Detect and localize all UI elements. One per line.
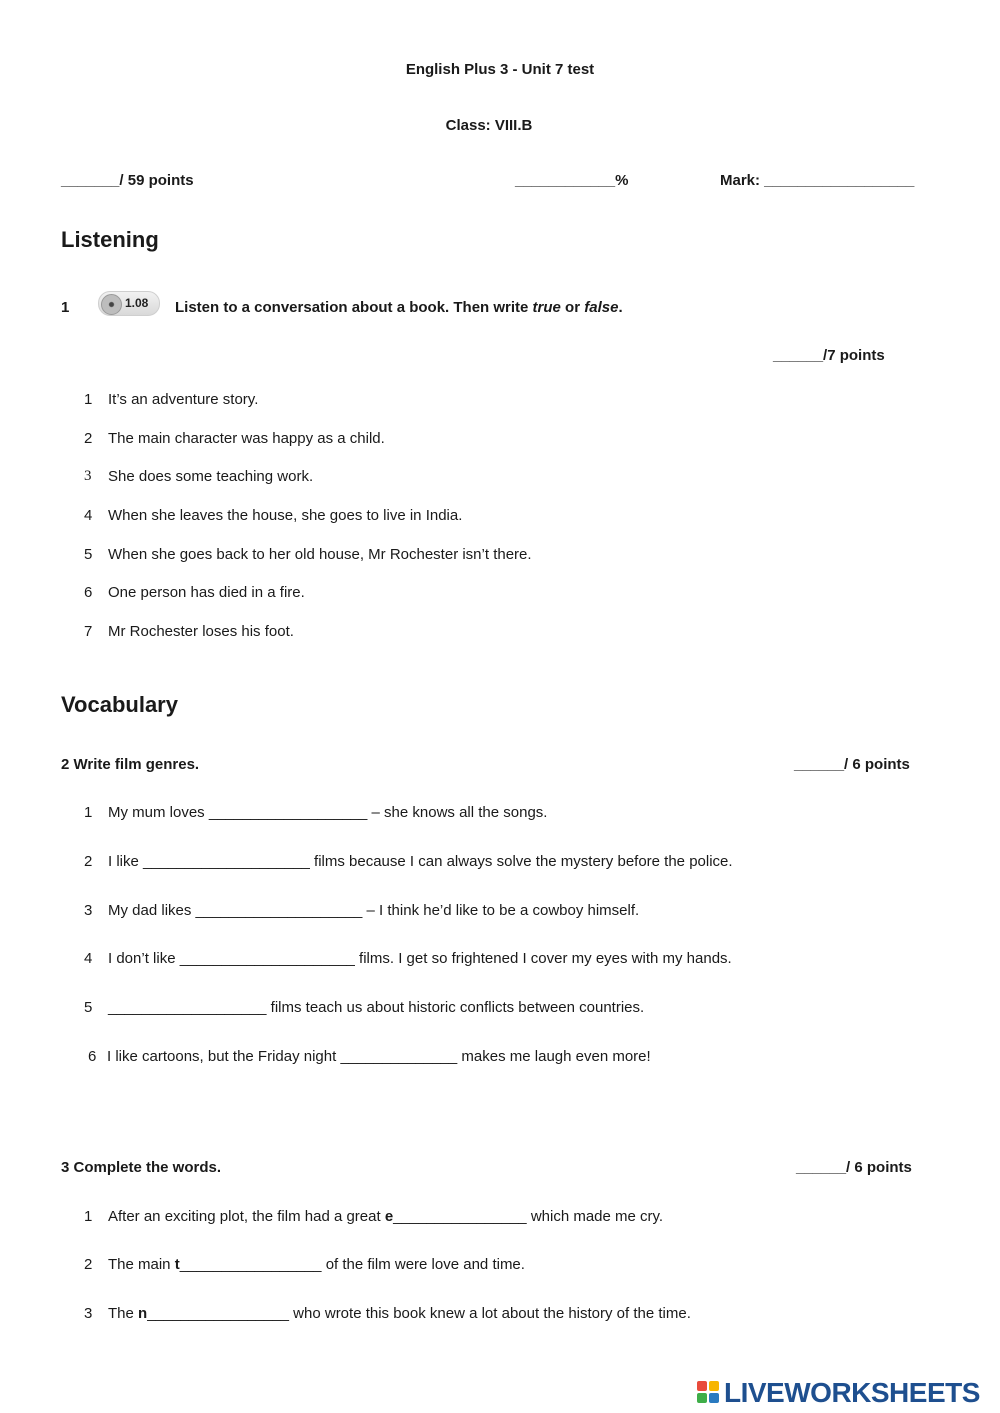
mark-field[interactable]: Mark: __________________ (720, 172, 915, 189)
cd-icon (101, 294, 122, 315)
logo-mark-icon (697, 1381, 721, 1405)
list-item[interactable]: 6 I like cartoons, but the Friday night ______________ makes me laugh even more! (88, 1048, 651, 1065)
list-item[interactable]: 2 The main t_________________ of the film were love and time. (84, 1256, 525, 1273)
percent-field[interactable]: ____________% (515, 172, 629, 189)
exercise-2-instruction: 2 Write film genres. (61, 756, 200, 773)
list-item[interactable]: 4 I don’t like _____________________ films. I get so frightened I cover my eyes with my hands. (84, 950, 732, 967)
list-item: 3 She does some teaching work. (84, 468, 314, 485)
list-item: 4 When she leaves the house, she goes to live in India. (84, 507, 463, 524)
list-item: 6 One person has died in a fire. (84, 584, 305, 601)
audio-track-badge[interactable] (98, 291, 160, 316)
exercise-number: 1 (61, 299, 70, 316)
total-points-field[interactable]: _______/ 59 points (61, 172, 194, 189)
list-item[interactable]: 2 I like ____________________ films because I can always solve the mystery before the police. (84, 853, 733, 870)
list-item: 1 It’s an adventure story. (84, 391, 259, 408)
exercise-3-points-field[interactable]: ______/ 6 points (796, 1159, 912, 1176)
list-item[interactable]: 5 ___________________ films teach us about historic conflicts between countries. (84, 999, 645, 1016)
list-item[interactable]: 3 The n_________________ who wrote this book knew a lot about the history of the time. (84, 1305, 691, 1322)
class-line: Class: VIII.B (445, 117, 533, 134)
list-item: 2 The main character was happy as a child. (84, 430, 385, 447)
exercise-3-instruction: 3 Complete the words. (61, 1159, 222, 1176)
list-item: 7 Mr Rochester loses his foot. (84, 623, 294, 640)
document-title: English Plus 3 - Unit 7 test (405, 61, 595, 78)
logo-text: LIVEWORKSHEETS (724, 1377, 980, 1408)
exercise-2-points-field[interactable]: ______/ 6 points (794, 756, 910, 773)
listening-points-field[interactable]: ______/7 points (773, 347, 885, 364)
list-item[interactable]: 1 After an exciting plot, the film had a great e________________ which made me cry. (84, 1208, 664, 1225)
list-item: 5 When she goes back to her old house, Mr Rochester isn’t there. (84, 546, 532, 563)
listening-instruction: Listen to a conversation about a book. Then write true or false. (175, 299, 623, 316)
list-item[interactable]: 3 My dad likes ____________________ – I think he’d like to be a cowboy himself. (84, 902, 640, 919)
list-item[interactable]: 1 My mum loves ___________________ – she knows all the songs. (84, 804, 548, 821)
section-heading-listening: Listening (61, 227, 159, 252)
audio-track-number: 1.08 (125, 296, 149, 310)
section-heading-vocabulary: Vocabulary (61, 692, 178, 717)
